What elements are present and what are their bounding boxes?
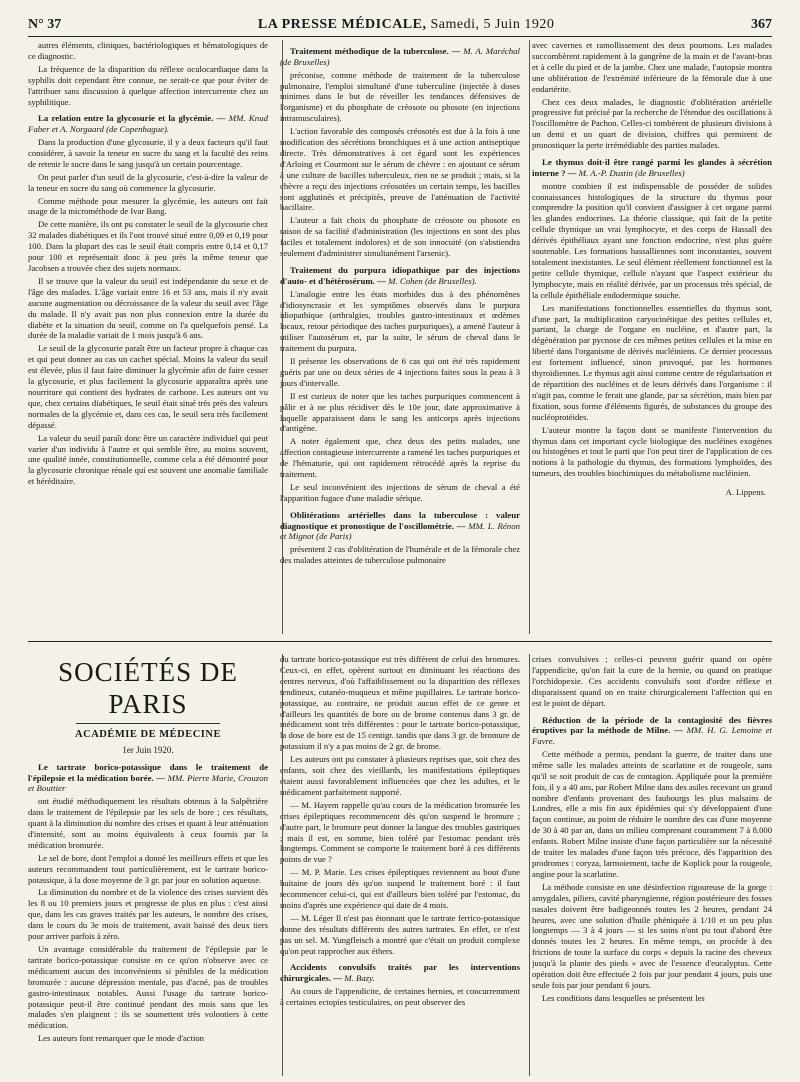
session-date: 1er Juin 1920. <box>122 744 174 755</box>
paragraph: du tartrate borico-potassique est très différent de celui des bromures. Ceux-ci, en effet, opèrent surtout en diminuant les réactions des centres nerveux, d'où l'affaiblissement ou la disparition des réflexes tendineux, cutanéo-muqueux et même pupillaires. Le tartrate borico-potassique, au contraire, ne produit aucun effet de ce genre et d'ailleurs les quantités de bore ou de brome contenus dans 3 gr. de médicament sont très différentes : pour le tartrate borico-potassique, la dose de bore est de 15 centigr. tandis que dans 3 gr. de bromure de potassium il n'y a pas moins de 2 gr. de brome. <box>280 654 520 752</box>
article-authors: MM. Pierre Marie, Crouzon et Bouttier <box>28 772 268 794</box>
article-heading <box>280 510 520 542</box>
top-columns <box>28 40 772 634</box>
paragraph: Il est curieux de noter que les taches purpuriques commencent à pâlir et à ne plus récidiver dès le 10e jour, date approximative à laquelle apparaissent dans le sang les anticorps après injections d'antigène. <box>280 390 520 434</box>
section-title: SOCIÉTÉS DE PARIS <box>58 657 238 719</box>
article-authors: MM. Knud Faber et A. Norgaard (de Copenhague). <box>28 113 268 135</box>
paragraph: — M. Hayem rappelle qu'au cours de la médication bromurée les crises épileptiques recommencent dès qu'on suspend le bromure ; d'autre part, le bromure peut donner la langue des troubles gastriques ; mais il est, en somme, bien toléré par l'estomac pendant très longtemps. Comment se comporte le traitement boré à ces différents points de vue ? <box>280 799 520 865</box>
article-title: La relation entre la glycosurie et la glycémie. — <box>38 113 226 124</box>
title-rule <box>76 723 220 724</box>
paragraph: crises convulsives ; celles-ci peuvent guérir quand on opère l'appendicite, qu'on fait la cure de la hernie, ou quand on pratique l'orchidopexie. Ces accidents convulsifs sont d'ordre réflexe et disparaissent quand on en traite chirurgicalement l'affection qui en est le point de départ. <box>532 654 772 708</box>
paragraph: Chez ces deux malades, le diagnostic d'oblitération artérielle progressive fut précisé par la recherche de l'étendue des oscillations à l'oscillomètre de Pachon. Celles-ci tombèrent de plusieurs divisions à un demi et un quart de division, chiffres qui permirent de pronostiquer la perte irrémédiable des parties malades. <box>532 96 772 151</box>
article-title: Réduction de la période de la contagiosité des fièvres éruptives par la méthode de Milne. — <box>532 714 772 736</box>
paragraph: Cette méthode a permis, pendant la guerre, de traiter dans une même salle les malades atteints de scarlatine et de rougeole, sans qu'il se soit produit de cas de contagion. Appliquée pour la première fois, il y a 40 ans, par Robert Milne dans des asiles recevant un grand nombre d'enfants provenant des faubourgs les plus malsains de Londres, elle a mis fin aux épidémies qui s'y développaient d'une façon continue, au point de réduire le nombre des cas d'une moyenne de 30 à 40 par an, dans un milieu comprenant couramment 7 à 8.000 enfants. Robert Milne insiste d'une façon particulière sur la nécessité de traiter les malades d'une façon très précoce, dès l'apparition des prodromes : coryza, larmoiement, tache de Koplick pour la rougeole, angine pour la scarlatine. <box>532 748 772 879</box>
paragraph: La diminution du nombre et de la violence des crises survient dès les 8 ou 10 premiers jours et progresse de plus en plus : c'est ainsi que, dans les cas graves traités par les auteurs, le nombre des crises, dans le cours du 3e mois de traitement, avait baissé des deux tiers pour arriver parfois à zéro. <box>28 887 268 942</box>
paragraph: Les manifestations fonctionnelles essentielles du thymus sont, d'une part, la multiplication caryocinétique des petites cellules et, partant, la charge de l'organe en nucléine, et d'autre part, la dégénération par pycnose de ces mêmes petites cellules et la mise en liberté dans l'organisme de dérivés nucléiniens. Ce dernier processus est fortement influencé, sinon provoqué, par les hormones thyroïdiennes. Le thymus agit ainsi comme centre de régularisation et de répartition des nucléines et de leurs dérivés dans l'organisme : il n'agit pas, comme le ferait une glande, par sa sécrétion, mais bien par fixation, sous forme d'éléments figurés, de substances du groupe des nucléoprotéides. <box>532 302 772 422</box>
issue-number: N° 37 <box>28 17 62 32</box>
paragraph: Les auteurs font remarquer que le mode d'action <box>38 1033 204 1044</box>
paragraph: Il présente les observations de 6 cas qui ont été très rapidement guéris par une ou deux séries de 4 injections faites sous la peau à 3 jours d'intervalle. <box>280 356 520 388</box>
paragraph: Un avantage considérable du traitement de l'épilepsie par le tartrate borico-potassique consiste en ce qu'on n'observe avec ce médicament aucun des inconvénients si pénibles de la médication bromurée : aucune dépression mentale, pas d'acné, pas de troubles gastro-intestinaux notables. Aussi l'usage du tartrate borico-potassique peut-il être continué pendant des mois sans que les malades s'en plaignent : ils se soumettent très volontiers à cette médication. <box>28 943 268 1031</box>
column-divider <box>529 654 530 1076</box>
paragraph: avec cavernes et ramollissement des deux poumons. Les malades succombèrent rapidement à la gangrène de la main et de l'avant-bras et à celle du pied et de la jambe. Chez une malade, l'autopsie montra une oblitération de l'extrémité inférieure de la fémorale due à une endartérite. <box>532 40 772 94</box>
paragraph: Le sel de bore, dont l'emploi a donné les meilleurs effets et que les auteurs recommandent tout particulièrement, est le tartrate borico-potassique, à la dose moyenne de 3 gr. par jour en solution aqueuse. <box>28 852 268 885</box>
column-1 <box>28 40 268 634</box>
article-authors: MM. H. G. Lemoine et Favre. <box>532 725 772 747</box>
journal-title: LA PRESSE MÉDICALE, <box>257 17 427 32</box>
section-rule <box>28 641 772 642</box>
paragraph: montre combien il est indispensable de posséder de solides connaissances histologiques de la structure du thymus pour comprendre la position qu'il convient d'assigner à cet organe parmi les glandes endocrines. La théorie classique, qui fait de la petite cellule thymique un vrai lymphocyte, et des corps de Hassall des dérivés épithéliaux ayant une fonction endocrine, n'est plus guère soutenable. Les formations hassalliennes sont inconstantes, souvent totalement inexistantes. Le seul élément réellement fonctionnel est la petite cellule thymique, cellule n'ayant que l'aspect extérieur du lymphocyte, mais en réalité dérivée, par un processus très spécial, de la cellule épithéliale endodermique souche. <box>532 180 772 300</box>
paragraph: L'analogie entre les états morbides dus à des phénomènes d'idiosyncrasie et les symptômes observés dans le purpura idiopathique (arthralgies, troubles gastro-intestinaux et œdèmes locaux, retour périodique des taches purpuriques), a amené l'auteur à utiliser l'autosérum et, par la suite, le sérum de cheval dans le traitement du purpura. <box>280 288 520 354</box>
paragraph: On peut parler d'un seuil de la glycosurie, c'est-à-dire la valeur de la teneur en sucre du sang où commence la glycosurie. <box>28 171 268 193</box>
column-4 <box>28 654 268 1076</box>
article-title: Traitement du purpura idiopathique par des injections d'auto- et d'hétérosérum. — <box>280 265 520 286</box>
article-heading <box>532 715 772 747</box>
paragraph: Au cours de l'appendicite, de certaines hernies, et concurremment à certaines ectopies testiculaires, on peut observer des <box>280 986 520 1007</box>
article-heading <box>28 113 268 135</box>
article-authors: M. A. Maréchal (de Bruxelles) <box>280 46 520 67</box>
article-title: Accidents convulsifs traités par les interventions chirurgicales. — <box>280 962 520 984</box>
society-name: ACADÉMIE DE MÉDECINE <box>75 729 221 740</box>
paragraph: La valeur du seuil paraît donc être un caractère individuel qui peut varier d'un individu à l'autre et qui semble être, au moins souvent, une qualité innée, constitutionnelle, comme cela a été démontré pour la glycosurie chronique rénale qui est souvent une anomalie familiale et héréditaire. <box>28 432 268 487</box>
paragraph: Dans la production d'une glycosurie, il y a deux facteurs qu'il faut considérer, à savoir la teneur en sucre du sang et la faculté des reins de retenir le sucre dans le sang jusqu'à un certain pourcentage. <box>28 137 268 169</box>
article-heading <box>280 46 520 68</box>
article-heading <box>28 762 268 794</box>
paragraph: préconise, comme méthode de traitement de la tuberculose pulmonaire, l'emploi simultané d'une tuberculine (injectée à doses minimes dans le but de réveiller les tendances défensives de l'organisme) et du phosphate de créosote ou phosote (en injections intramusculaires). <box>280 69 520 124</box>
column-divider <box>529 40 530 634</box>
column-5 <box>280 654 520 1076</box>
paragraph: A noter également que, chez deux des petits malades, une affection contagieuse intercurrente a ramené les taches purpuriques et de l'hématurie, qui ont rapidement rétrocédé après la reprise du traitement. <box>280 436 520 480</box>
issue-date: Samedi, 5 Juin 1920 <box>430 17 555 32</box>
column-divider <box>282 40 283 634</box>
article-authors: M. A.-P. Dustin (de Bruxelles) <box>578 167 685 178</box>
bottom-columns <box>28 654 772 1076</box>
paragraph: Les conditions dans lesquelles se présentent les <box>542 992 705 1003</box>
article-title: Oblitérations artérielles dans la tuberculose : valeur diagnostique et pronostique de l'oscillométrie. — <box>280 509 520 531</box>
paragraph: Les auteurs ont pu constater à plusieurs reprises que, soit chez des enfants, soit chez des vieillards, les manifestations épileptiques étaient aussi favorablement influencées que chez les adultes, et le médicament parfaitement supporté. <box>280 754 520 797</box>
article-title: Traitement méthodique de la tuberculose. — <box>290 46 461 56</box>
page-number: 367 <box>751 17 772 32</box>
paragraph: Comme méthode pour mesurer la glycémie, les auteurs ont fait usage de la microméthode de Ivar Bang. <box>28 195 268 217</box>
column-3 <box>532 40 772 634</box>
paragraph: De cette manière, ils ont pu constater le seuil de la glycosurie chez 32 malades diabétiques et ils l'ont trouvé situé entre 0,09 et 0,19 pour 100. Dans la plupart des cas le seuil était compris entre 0,14 et 0,17 pour 100 et représentait donc à peu près la même teneur que Jacobsen a trouvée chez des sujets normaux. <box>28 219 268 273</box>
journal-line <box>258 17 554 33</box>
paragraph: La fréquence de la disparition du réflexe oculocardiaque dans la syphilis doit cependant être connue, ne serait-ce que pour éviter de l'attribuer sans discussion à quelque affection intercurrente chez un syphilitique. <box>28 63 268 107</box>
paragraph: L'action favorable des composés créosotés est due à la fois à une modification des sécrétions bronchiques et à une action antiseptique directe. Très démonstratives à cet égard sont les expériences d'Arloing et Courmont sur le sérum de chèvre : en ajoutant ce sérum à une culture de bacilles tuberculeux, rien ne se produit ; mais, si la chèvre a reçu des injections créosotées un certain temps, les bacilles sont agglutinés et précipités, preuve de l'atténuation de l'activité bacillaire. <box>280 126 520 213</box>
paragraph: L'auteur montre la façon dont se manifeste l'intervention du thymus dans cet important cycle biologique des nucléines exogènes ou histogènes et tout le parti que l'on peut tirer de l'application de ces notions à la pathologie du thymus, des formations lymphoïdes, des tumeurs, des troubles biochimiques du métabolisme nucléinien. <box>532 424 772 479</box>
paragraph: Le seul inconvénient des injections de sérum de cheval a été l'apparition fugace d'une maladie sérique. <box>280 482 520 503</box>
paragraph: Le seuil de la glycosurie paraît être un facteur propre à chaque cas et qui peut donner au cas un cachet spécial. Moins la valeur du seuil est élevée, plus il faut faire diminuer la glycémie afin de faire cesser la glycosurie, et plus facilement la glycosurie apparaîtra après une nourriture qui contient des hydrates de carbone. Les auteurs ont vu que, chez certains diabétiques, le seuil était situé très près des valeurs normales de la glycémie et, dans ces cas, le seuil sera très facilement dépassé. <box>28 343 268 430</box>
article-title: Le tartrate borico-potassique dans le traitement de l'épilepsie et la médication borée. — <box>28 761 268 783</box>
article-heading <box>280 962 520 984</box>
column-2 <box>280 40 520 634</box>
paragraph: ont étudié méthodiquement les résultats obtenus à la Salpêtrière dans le traitement de l'épilepsie par les sels de bore ; ces résultats, quant à la diminution du nombre des crises et quant à leur atténuation d'intensité, sont au moins équivalents à ceux fournis par la médication bromurée. <box>28 796 268 850</box>
paragraph: — M. Léger Il n'est pas étonnant que le tartrate ferrico-potassique donne des résultats différents des autres tartrates. En effet, ce n'est pas un sel. M. Yungfleisch a montré que c'était un produit complexe qu'on peut rapprocher aux éthers. <box>280 912 520 956</box>
paragraph: La méthode consiste en une désinfection rigoureuse de la gorge : amygdales, piliers, cavité pharyngienne, région postérieure des fosses nasales doivent être badigeonnés toutes les 2 heures, pendant 24 heures, avec une solution d'huile phéniquée à 1/10 et un peu plus longtemps — 3 à 4 jours — si les soins n'ont pu tout d'abord être donnés toutes les 2 heures. En même temps, on procède à des frictions de toute la surface du corps « depuis la racine des cheveux jusqu'à la plante des pieds » avec de l'essence d'eucalyptus. Cette opération doit être effectuée 2 fois par jour pendant 4 jours, puis une seule fois par jour pendant 6 jours. <box>532 881 772 990</box>
column-4-body <box>28 762 268 1044</box>
running-head <box>28 14 772 37</box>
column-divider <box>282 654 283 1076</box>
column-6 <box>532 654 772 1076</box>
article-title: Le thymus doit-il être rangé parmi les glandes à sécrétion interne ? — <box>532 157 772 178</box>
article-authors: M. Cohen (de Bruxelles). <box>388 275 477 286</box>
paragraph: L'auteur a fait choix du phosphate de créosote ou phosote en raison de sa facilité d'administration (les injections en sont des plus faciles et totalement indolores) et de son innocuité (on s'abstiendra seulement d'administrer simultanément l'arsenic). <box>280 215 520 259</box>
paragraph: — M. P. Marie. Les crises épileptiques reviennent au bout d'une huitaine de jours dès qu'on suspend le traitement boré : il faut recommencer celui-ci, qui est d'ailleurs bien toléré par l'estomac, du moins d'après une expérience qui date de 4 mois. <box>280 867 520 910</box>
signature: A. Lippens. <box>725 487 766 498</box>
article-authors: MM. L. Rénon et Mignot (de Paris) <box>280 520 520 542</box>
paragraph: Il se trouve que la valeur du seuil est indépendante du sexe et de l'âge des malades. L'âge variait entre 16 et 53 ans, mais il n'y avait aucune augmentation ou décroissance de la valeur du seuil avec l'âge du malade. Il n'y avait pas non plus connexion entre la durée du diabète et la situation du seuil, comme on l'a quelquefois pensé. La durée de la maladie variait de 1 mois jusqu'à 6 ans. <box>28 275 268 341</box>
paragraph: présentent 2 cas d'oblitération de l'humérale et de la fémorale chez des malades atteintes de tuberculose pulmonaire <box>280 544 520 566</box>
article-heading <box>532 157 772 179</box>
paragraph: autres éléments, cliniques, bactériologiques et hématologiques de ce diagnostic. <box>28 40 268 61</box>
article-authors: M. Bazy. <box>344 973 375 984</box>
article-heading <box>280 265 520 287</box>
